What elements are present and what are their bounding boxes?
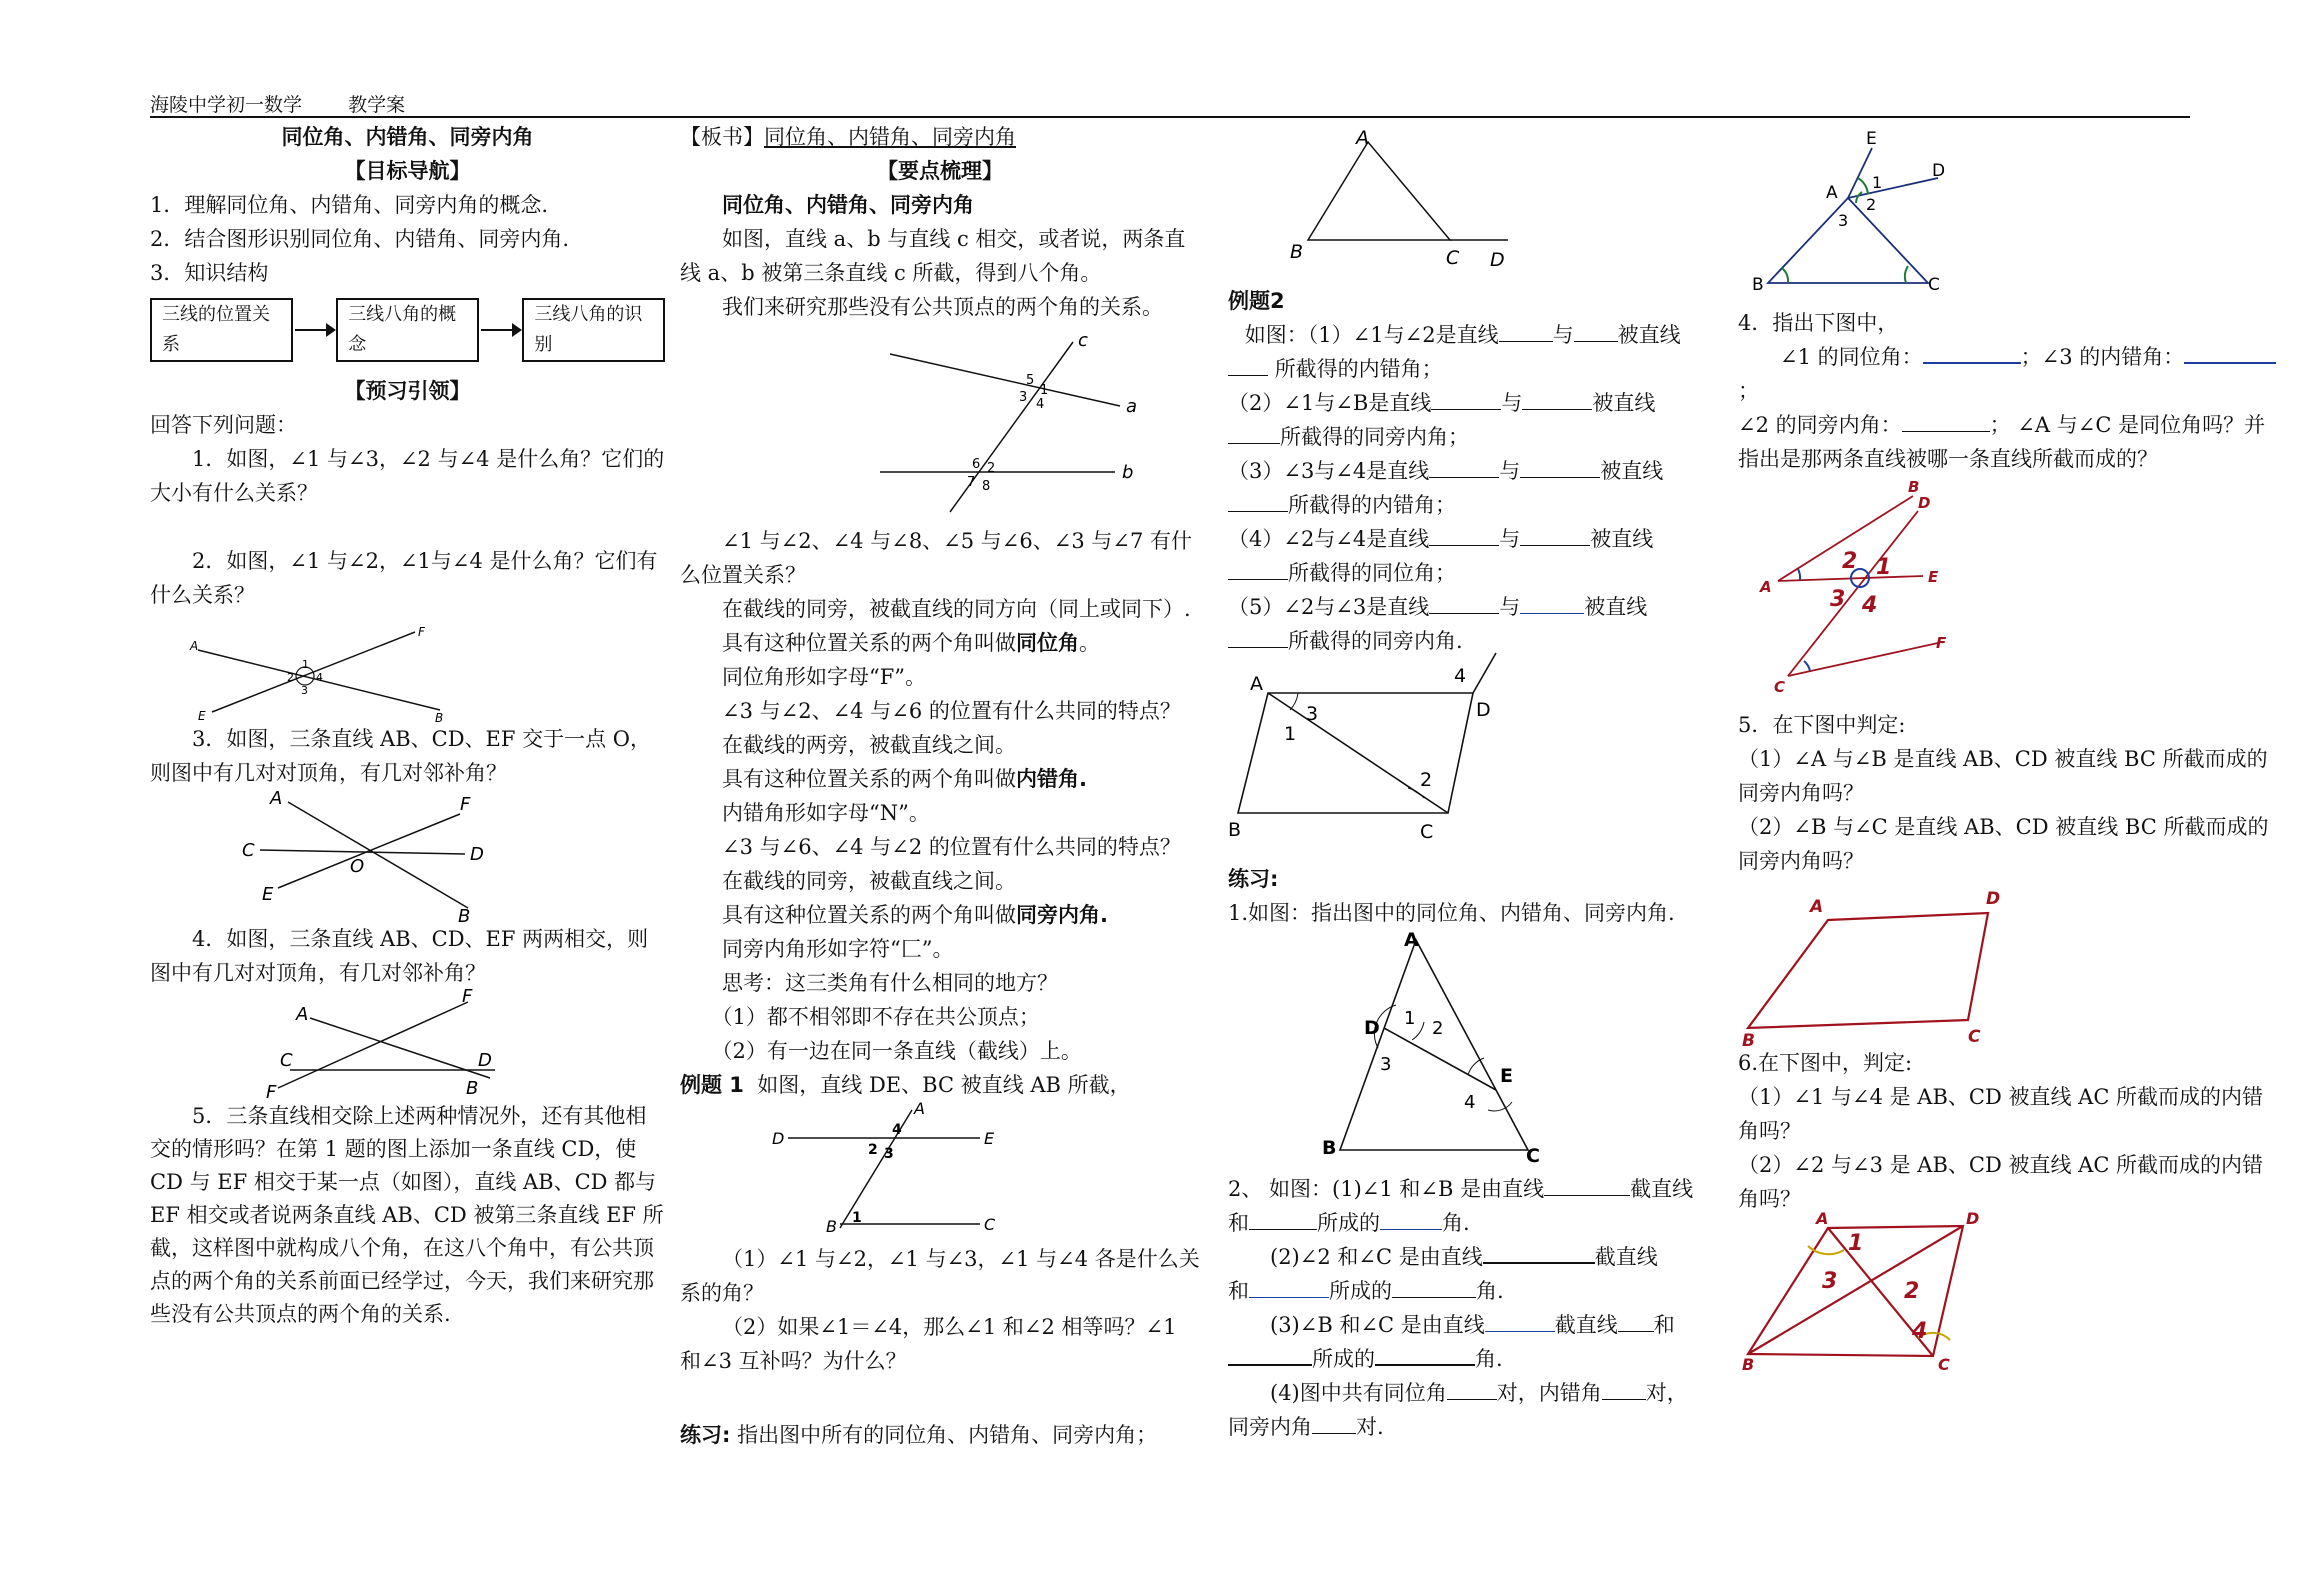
para-14: 同旁内角形如字符“匚”。: [722, 937, 954, 961]
label-E: E: [262, 884, 274, 905]
blank-field[interactable]: [1429, 455, 1499, 478]
blank-field[interactable]: [1228, 557, 1288, 580]
blank-field[interactable]: [1312, 1411, 1356, 1434]
q2-text: (2)∠2 和∠C 是由直线: [1270, 1245, 1483, 1269]
label-A: A: [1810, 897, 1824, 917]
knowledge-flow: [150, 298, 665, 362]
ex2-text: 被直线: [1600, 459, 1664, 483]
label-B: B: [1908, 478, 1920, 496]
label-C: C: [1938, 1355, 1950, 1374]
question-4-title: 4．指出下图中，: [1738, 311, 1899, 335]
label-b: b: [1122, 462, 1134, 483]
doc-type: 教学案: [348, 94, 406, 116]
question-1: 1．如图，∠1 与∠3，∠2 与∠4 是什么角？它们的大小有什么关系？: [150, 447, 665, 505]
practice-label: 练习:: [680, 1423, 731, 1447]
question-6-title: 6.在下图中，判定:: [1738, 1051, 1913, 1075]
para-5-post: 。: [1079, 631, 1100, 655]
para-13-pre: 具有这种位置关系的两个角叫做: [722, 903, 1016, 927]
para-11: ∠3 与∠6、∠4 与∠2 的位置有什么共同的特点？: [722, 835, 1181, 859]
para-12: 在截线的同旁，被截直线之间。: [722, 869, 1016, 893]
label-E: E: [1500, 1065, 1513, 1087]
arrow-right-icon: [481, 329, 521, 331]
figure-three-lines-concurrent: [150, 788, 660, 927]
label-1: 1: [1040, 383, 1049, 398]
blank-field[interactable]: [1392, 1275, 1476, 1298]
blank-field[interactable]: [1249, 1207, 1317, 1230]
label-1: 1: [1404, 1008, 1416, 1029]
question-2-line-5: [1228, 1308, 1718, 1342]
label-B: B: [435, 711, 444, 725]
label-D: D: [1986, 889, 2001, 909]
example-2-line-5: [1228, 454, 1718, 488]
label-B: B: [1322, 1137, 1337, 1159]
question-6-part-2: （2）∠2 与∠3 是 AB、CD 被直线 AC 所截而成的内错角吗？: [1738, 1153, 2264, 1211]
q2-text: 所成的: [1329, 1279, 1392, 1303]
figure-triangle-abc: [1228, 120, 1718, 270]
figure-intersecting-lines-1: [150, 612, 444, 725]
practice-1: 1.如图：指出图中的同位角、内错角、同旁内角.: [1228, 901, 1675, 925]
label-3: 3: [1822, 1269, 1838, 1294]
example-2-label: 例题2: [1228, 289, 1285, 313]
question-5-part-2: （2）∠B 与∠C 是直线 AB、CD 被直线 BC 所截而成的同旁内角吗？: [1738, 815, 2269, 873]
label-1: 1: [1284, 723, 1297, 745]
label-3: 3: [1830, 587, 1846, 612]
question-2-line-3: [1228, 1240, 1718, 1274]
q2-text: 角.: [1442, 1211, 1470, 1235]
label-A: A: [296, 1004, 309, 1025]
example-2-line-1: [1228, 318, 1718, 352]
label-4: 4: [892, 1122, 902, 1138]
ex2-text: （5）∠2与∠3是直线: [1228, 595, 1430, 619]
para-9: [680, 762, 1200, 796]
label-E: E: [1928, 568, 1939, 586]
label-O: O: [350, 856, 365, 877]
q2-text: (3)∠B 和∠C 是由直线: [1270, 1313, 1485, 1337]
blank-field[interactable]: [1544, 1173, 1630, 1196]
label-C: C: [1446, 247, 1460, 269]
practice-label-col3: 练习:: [1228, 867, 1279, 891]
blank-field[interactable]: [1485, 1309, 1555, 1332]
label-c: c: [1078, 330, 1088, 351]
label-F: F: [462, 986, 473, 1007]
label-C: C: [1526, 1145, 1540, 1167]
label-F-lower: F: [266, 1082, 277, 1103]
para-16: （1）都不相邻即不存在共公顶点；: [711, 1005, 1040, 1029]
example-1-label: 例题 1: [680, 1073, 744, 1097]
para-13: [680, 898, 1200, 932]
label-4: 4: [1454, 665, 1467, 687]
para-10: 内错角形如字母“N”。: [722, 801, 930, 825]
goal-3: 3．知识结构: [150, 261, 269, 285]
q4-text: ∠1 的同位角：: [1780, 345, 1923, 369]
label-A: A: [914, 1099, 925, 1118]
label-3: 3: [1380, 1054, 1392, 1075]
board-title: 同位角、内错角、同旁内角: [764, 125, 1016, 149]
question-5-part-1: （1）∠A 与∠B 是直线 AB、CD 被直线 BC 所截而成的同旁内角吗？: [1738, 747, 2268, 805]
q2-text: 同旁内角: [1228, 1415, 1312, 1439]
ex2-text: 如图：（1）∠1与∠2是直线: [1244, 323, 1499, 347]
q4-text: ∠2 的同旁内角：: [1738, 413, 1902, 437]
label-A: A: [1356, 127, 1369, 149]
label-5: 5: [1026, 373, 1035, 388]
blank-field[interactable]: [1228, 421, 1280, 444]
example-2-line-3: [1228, 386, 1718, 420]
figure-three-lines-pairwise: [150, 986, 660, 1103]
label-1: 1: [1872, 173, 1883, 192]
sub-title: 同位角、内错角、同旁内角: [722, 193, 974, 217]
blank-field[interactable]: [2184, 340, 2276, 364]
question-2-line-4: [1228, 1274, 1718, 1308]
q2-text: 2、 如图：(1)∠1 和∠B 是由直线: [1228, 1177, 1545, 1201]
label-C: C: [1774, 678, 1786, 696]
column-1: [150, 120, 665, 1331]
label-2: 2: [287, 671, 294, 684]
ex2-text: 与: [1499, 527, 1521, 551]
para-8: 在截线的两旁，被截直线之间。: [722, 733, 1016, 757]
board-prefix: 【板书】: [680, 125, 764, 149]
blank-field[interactable]: [1228, 489, 1288, 512]
ex2-text: 所截得的内错角；: [1274, 357, 1443, 381]
label-B: B: [1752, 275, 1764, 295]
para-5: [680, 626, 1200, 660]
q2-text: 和: [1228, 1211, 1249, 1235]
intro-text: 回答下列问题：: [150, 413, 297, 437]
flow-box-2: 三线八角的概念: [336, 298, 479, 362]
q4-text: ；∠3 的内错角：: [2020, 345, 2185, 369]
label-2: 2: [1866, 195, 1877, 214]
board-line: [680, 120, 1200, 154]
blank-field[interactable]: [1499, 319, 1553, 342]
preview-heading: 【预习引领】: [344, 379, 471, 403]
label-4: 4: [1912, 1319, 1928, 1344]
label-2: 2: [1432, 1018, 1444, 1039]
label-4: 4: [1036, 397, 1045, 412]
para-9-pre: 具有这种位置关系的两个角叫做: [722, 767, 1016, 791]
blank-field[interactable]: [1522, 387, 1592, 410]
flow-box-3: 三线八角的识别: [522, 298, 665, 362]
label-3: 3: [884, 1146, 894, 1162]
blank-field[interactable]: [1902, 409, 1990, 432]
practice-text: 指出图中所有的同位角、内错角、同旁内角；: [737, 1423, 1158, 1447]
label-C: C: [1928, 275, 1940, 295]
para-2: 我们来研究那些没有公共顶点的两个角的关系。: [722, 295, 1163, 319]
q4-text: ；: [1738, 379, 1759, 403]
blank-field[interactable]: [1520, 591, 1584, 614]
ex2-text: 所截得的内错角；: [1288, 493, 1456, 517]
label-A: A: [270, 788, 283, 809]
question-2-line-2: [1228, 1206, 1718, 1240]
label-2: 2: [1420, 769, 1433, 791]
para-6: 同位角形如字母“F”。: [722, 665, 927, 689]
ex2-text: 被直线: [1617, 323, 1681, 347]
column-3: [1228, 120, 1718, 1444]
figure-quadrilateral-diagonals: [1738, 1209, 2283, 1374]
question-4-line-2: [1738, 408, 2283, 476]
label-2: 2: [1842, 549, 1858, 574]
para-4: 在截线的同旁，被截直线的同方向（同上或同下）.: [722, 597, 1191, 621]
blank-field[interactable]: [1380, 1207, 1442, 1230]
term-corresponding: 同位角: [1016, 631, 1079, 655]
label-A: A: [1760, 578, 1772, 596]
label-F: F: [460, 794, 471, 815]
example-2-line-7: [1228, 522, 1718, 556]
column-4: [1738, 128, 2283, 1372]
question-3: 3．如图，三条直线 AB、CD、EF 交于一点 O，则图中有几对对顶角，有几对邻补角？: [150, 727, 652, 785]
q2-text: 截直线: [1554, 1313, 1618, 1337]
para-1: 如图，直线 a、b 与直线 c 相交，或者说，两条直线 a、b 被第三条直线 c 所截，得到八个角。: [680, 227, 1186, 285]
label-F: F: [1936, 634, 1947, 652]
label-3: 3: [1838, 211, 1849, 230]
blank-field[interactable]: [1574, 319, 1618, 342]
page-header: [150, 90, 2190, 118]
label-D: D: [1966, 1209, 1980, 1228]
label-D: D: [478, 1050, 492, 1071]
ex2-text: （3）∠3与∠4是直线: [1228, 459, 1430, 483]
q2-text: 所成的: [1312, 1347, 1375, 1371]
blank-field[interactable]: [1429, 591, 1499, 614]
q2-text: 截直线: [1594, 1245, 1658, 1269]
label-E: E: [1866, 129, 1877, 149]
question-2-line-1: [1228, 1172, 1718, 1206]
q4-text: ； ∠A 与∠C 是同位角吗？并指出是那两条直线被哪一条直线所截而成的？: [1738, 413, 2266, 471]
label-E: E: [198, 709, 206, 723]
label-4: 4: [1464, 1092, 1476, 1113]
label-C: C: [242, 840, 255, 861]
q2-text: 角.: [1475, 1347, 1503, 1371]
q2-text: 角.: [1476, 1279, 1504, 1303]
figure-triangle-ade: [1228, 929, 1718, 1167]
ex2-text: 与: [1552, 323, 1574, 347]
q2-text: 和: [1653, 1313, 1675, 1337]
points-heading: 【要点梳理】: [877, 159, 1003, 183]
label-E: E: [984, 1129, 995, 1148]
label-7: 7: [967, 475, 976, 490]
para-7: ∠3 与∠2、∠4 与∠6 的位置有什么共同的特点？: [722, 699, 1181, 723]
blank-field[interactable]: [1602, 1377, 1646, 1400]
term-same-side: 同旁内角.: [1016, 903, 1108, 927]
label-B: B: [1742, 1031, 1755, 1051]
question-6-part-1: （1）∠1 与∠4 是 AB、CD 被直线 AC 所截而成的内错角吗？: [1738, 1085, 2264, 1143]
blank-field[interactable]: [1520, 455, 1600, 478]
label-1: 1: [1876, 555, 1892, 580]
label-6: 6: [972, 457, 981, 472]
para-3: ∠1 与∠2、∠4 与∠8、∠5 与∠6、∠3 与∠7 有什么位置关系？: [680, 529, 1193, 587]
label-D: D: [1932, 161, 1946, 181]
blank-field[interactable]: [1429, 523, 1499, 546]
flow-box-1: 三线的位置关系: [150, 298, 293, 362]
figure-parallelogram: [1228, 658, 1718, 843]
question-2-line-6: [1228, 1342, 1718, 1376]
label-C: C: [984, 1215, 996, 1234]
label-A: A: [1404, 929, 1419, 951]
ex2-text: 被直线: [1592, 391, 1656, 415]
label-4: 4: [1862, 593, 1878, 618]
example-1-text: 如图，直线 DE、BC 被直线 AB 所截，: [757, 1073, 1131, 1097]
question-4-line-1: [1738, 340, 2283, 408]
example-2-line-2: [1228, 352, 1718, 386]
goal-2: 2．结合图形识别同位角、内错角、同旁内角.: [150, 227, 570, 251]
question-5-title: 5．在下图中判定:: [1738, 713, 1906, 737]
example-1: [680, 1068, 1200, 1102]
question-4: 4．如图，三条直线 AB、CD、EF 两两相交，则图中有几对对顶角，有几对邻补角？: [150, 927, 649, 985]
label-D: D: [1918, 494, 1931, 512]
example-2-line-10: [1228, 624, 1718, 658]
ex2-text: 与: [1499, 595, 1521, 619]
label-A: A: [1250, 673, 1263, 695]
ex2-text: 被直线: [1590, 527, 1654, 551]
term-alternate: 内错角.: [1016, 767, 1087, 791]
label-8: 8: [982, 479, 991, 494]
label-B: B: [1290, 241, 1304, 263]
question-2-line-7: [1228, 1376, 1718, 1410]
blank-field[interactable]: [1228, 1342, 1312, 1366]
label-B: B: [458, 906, 471, 927]
blank-field[interactable]: [1923, 340, 2021, 364]
question-2: 2．如图，∠1 与∠2，∠1与∠4 是什么角？它们有什么关系？: [150, 549, 658, 607]
blank-field[interactable]: [1375, 1342, 1475, 1366]
example-2-line-8: [1228, 556, 1718, 590]
label-2: 2: [1904, 1279, 1920, 1304]
q2-text: 截直线: [1630, 1177, 1694, 1201]
label-2: 2: [987, 461, 996, 476]
para-17: （2）有一边在同一条直线（截线）上。: [711, 1039, 1082, 1063]
figure-example-1: [680, 1099, 1200, 1242]
lesson-title: 同位角、内错角、同旁内角: [281, 125, 534, 149]
ex2-text: 所截得的同旁内角.: [1288, 629, 1463, 653]
label-A: A: [190, 639, 199, 653]
q2-text: 所成的: [1317, 1211, 1380, 1235]
example-1-question-1: （1）∠1 与∠2，∠1 与∠3，∠1 与∠4 各是什么关系的角？: [680, 1247, 1200, 1305]
question-5: 5．三条直线相交除上述两种情况外，还有其他相交的情形吗？在第 1 题的图上添加一条直线 CD，使 CD 与 EF 相交于某一点（如图），直线 AB、CD 都与 EF 相交或者说两条直线 AB、CD 被第三条直线 EF 所截，这样图中就构成八个角，在这八个角中，有公共顶点的两个角的关系前面已经学过，今天，我们来研究那些没有公共顶点的两个角的关系.: [150, 1104, 664, 1326]
blank-field[interactable]: [1249, 1275, 1329, 1298]
ex2-text: （2）∠1与∠B是直线: [1228, 391, 1432, 415]
arrow-right-icon: [295, 329, 335, 331]
q2-text: 对，: [1645, 1381, 1688, 1405]
blank-field[interactable]: [1520, 523, 1590, 546]
label-1: 1: [852, 1210, 862, 1226]
label-D: D: [1364, 1017, 1380, 1039]
practice-col2: [680, 1418, 1200, 1452]
figure-red-lines: [1738, 476, 2283, 708]
blank-field[interactable]: [1483, 1240, 1595, 1264]
label-2: 2: [868, 1142, 878, 1158]
label-C: C: [280, 1050, 293, 1071]
ex2-text: 与: [1499, 459, 1521, 483]
q2-text: 和: [1228, 1279, 1249, 1303]
blank-field[interactable]: [1431, 387, 1501, 410]
label-D: D: [772, 1129, 785, 1148]
label-A: A: [1816, 1209, 1829, 1228]
label-F: F: [418, 625, 425, 639]
label-a: a: [1126, 396, 1138, 417]
question-2-line-8: [1228, 1410, 1718, 1444]
label-A: A: [1826, 183, 1838, 203]
label-3: 3: [1019, 390, 1028, 405]
blank-field[interactable]: [1618, 1309, 1654, 1332]
goal-1: 1．理解同位角、内错角、同旁内角的概念.: [150, 193, 549, 217]
q2-text: (4)图中共有同位角: [1270, 1381, 1447, 1405]
label-3: 3: [301, 684, 308, 697]
label-B: B: [466, 1078, 479, 1099]
example-2-line-9: [1228, 590, 1718, 624]
figure-triangle-with-lines: [1738, 128, 2283, 306]
label-4: 4: [316, 671, 323, 684]
label-B: B: [1228, 819, 1242, 841]
example-2-line-4: [1228, 420, 1718, 454]
label-1: 1: [1848, 1231, 1864, 1256]
label-D: D: [1490, 249, 1505, 271]
para-5-pre: 具有这种位置关系的两个角叫做: [722, 631, 1016, 655]
ex2-text: 被直线: [1584, 595, 1648, 619]
label-C: C: [1968, 1027, 1981, 1047]
ex2-text: （4）∠2与∠4是直线: [1228, 527, 1430, 551]
q2-text: 对，内错角: [1496, 1381, 1602, 1405]
q2-text: 对.: [1356, 1415, 1384, 1439]
blank-field[interactable]: [1228, 353, 1268, 376]
label-3: 3: [1306, 703, 1319, 725]
blank-field[interactable]: [1447, 1377, 1497, 1400]
figure-quadrilateral: [1738, 878, 2283, 1051]
ex2-text: 与: [1501, 391, 1523, 415]
label-D: D: [470, 844, 484, 865]
figure-three-lines-eight-angles: [680, 324, 1200, 524]
label-C: C: [1420, 821, 1434, 843]
label-B: B: [826, 1217, 837, 1236]
example-2-line-6: [1228, 488, 1718, 522]
example-1-question-2: （2）如果∠1＝∠4，那么∠1 和∠2 相等吗？∠1 和∠3 互补吗？为什么？: [680, 1315, 1177, 1373]
column-2: [680, 120, 1200, 1452]
label-D: D: [1476, 699, 1491, 721]
label-B: B: [1742, 1355, 1755, 1374]
school-name: 海陵中学初一数学: [150, 94, 303, 116]
label-1: 1: [302, 658, 309, 671]
ex2-text: 所截得的同旁内角；: [1280, 425, 1469, 449]
goal-heading: 【目标导航】: [344, 159, 471, 183]
para-15: 思考：这三类角有什么相同的地方？: [722, 971, 1058, 995]
blank-field[interactable]: [1228, 625, 1288, 648]
ex2-text: 所截得的同位角；: [1288, 561, 1456, 585]
